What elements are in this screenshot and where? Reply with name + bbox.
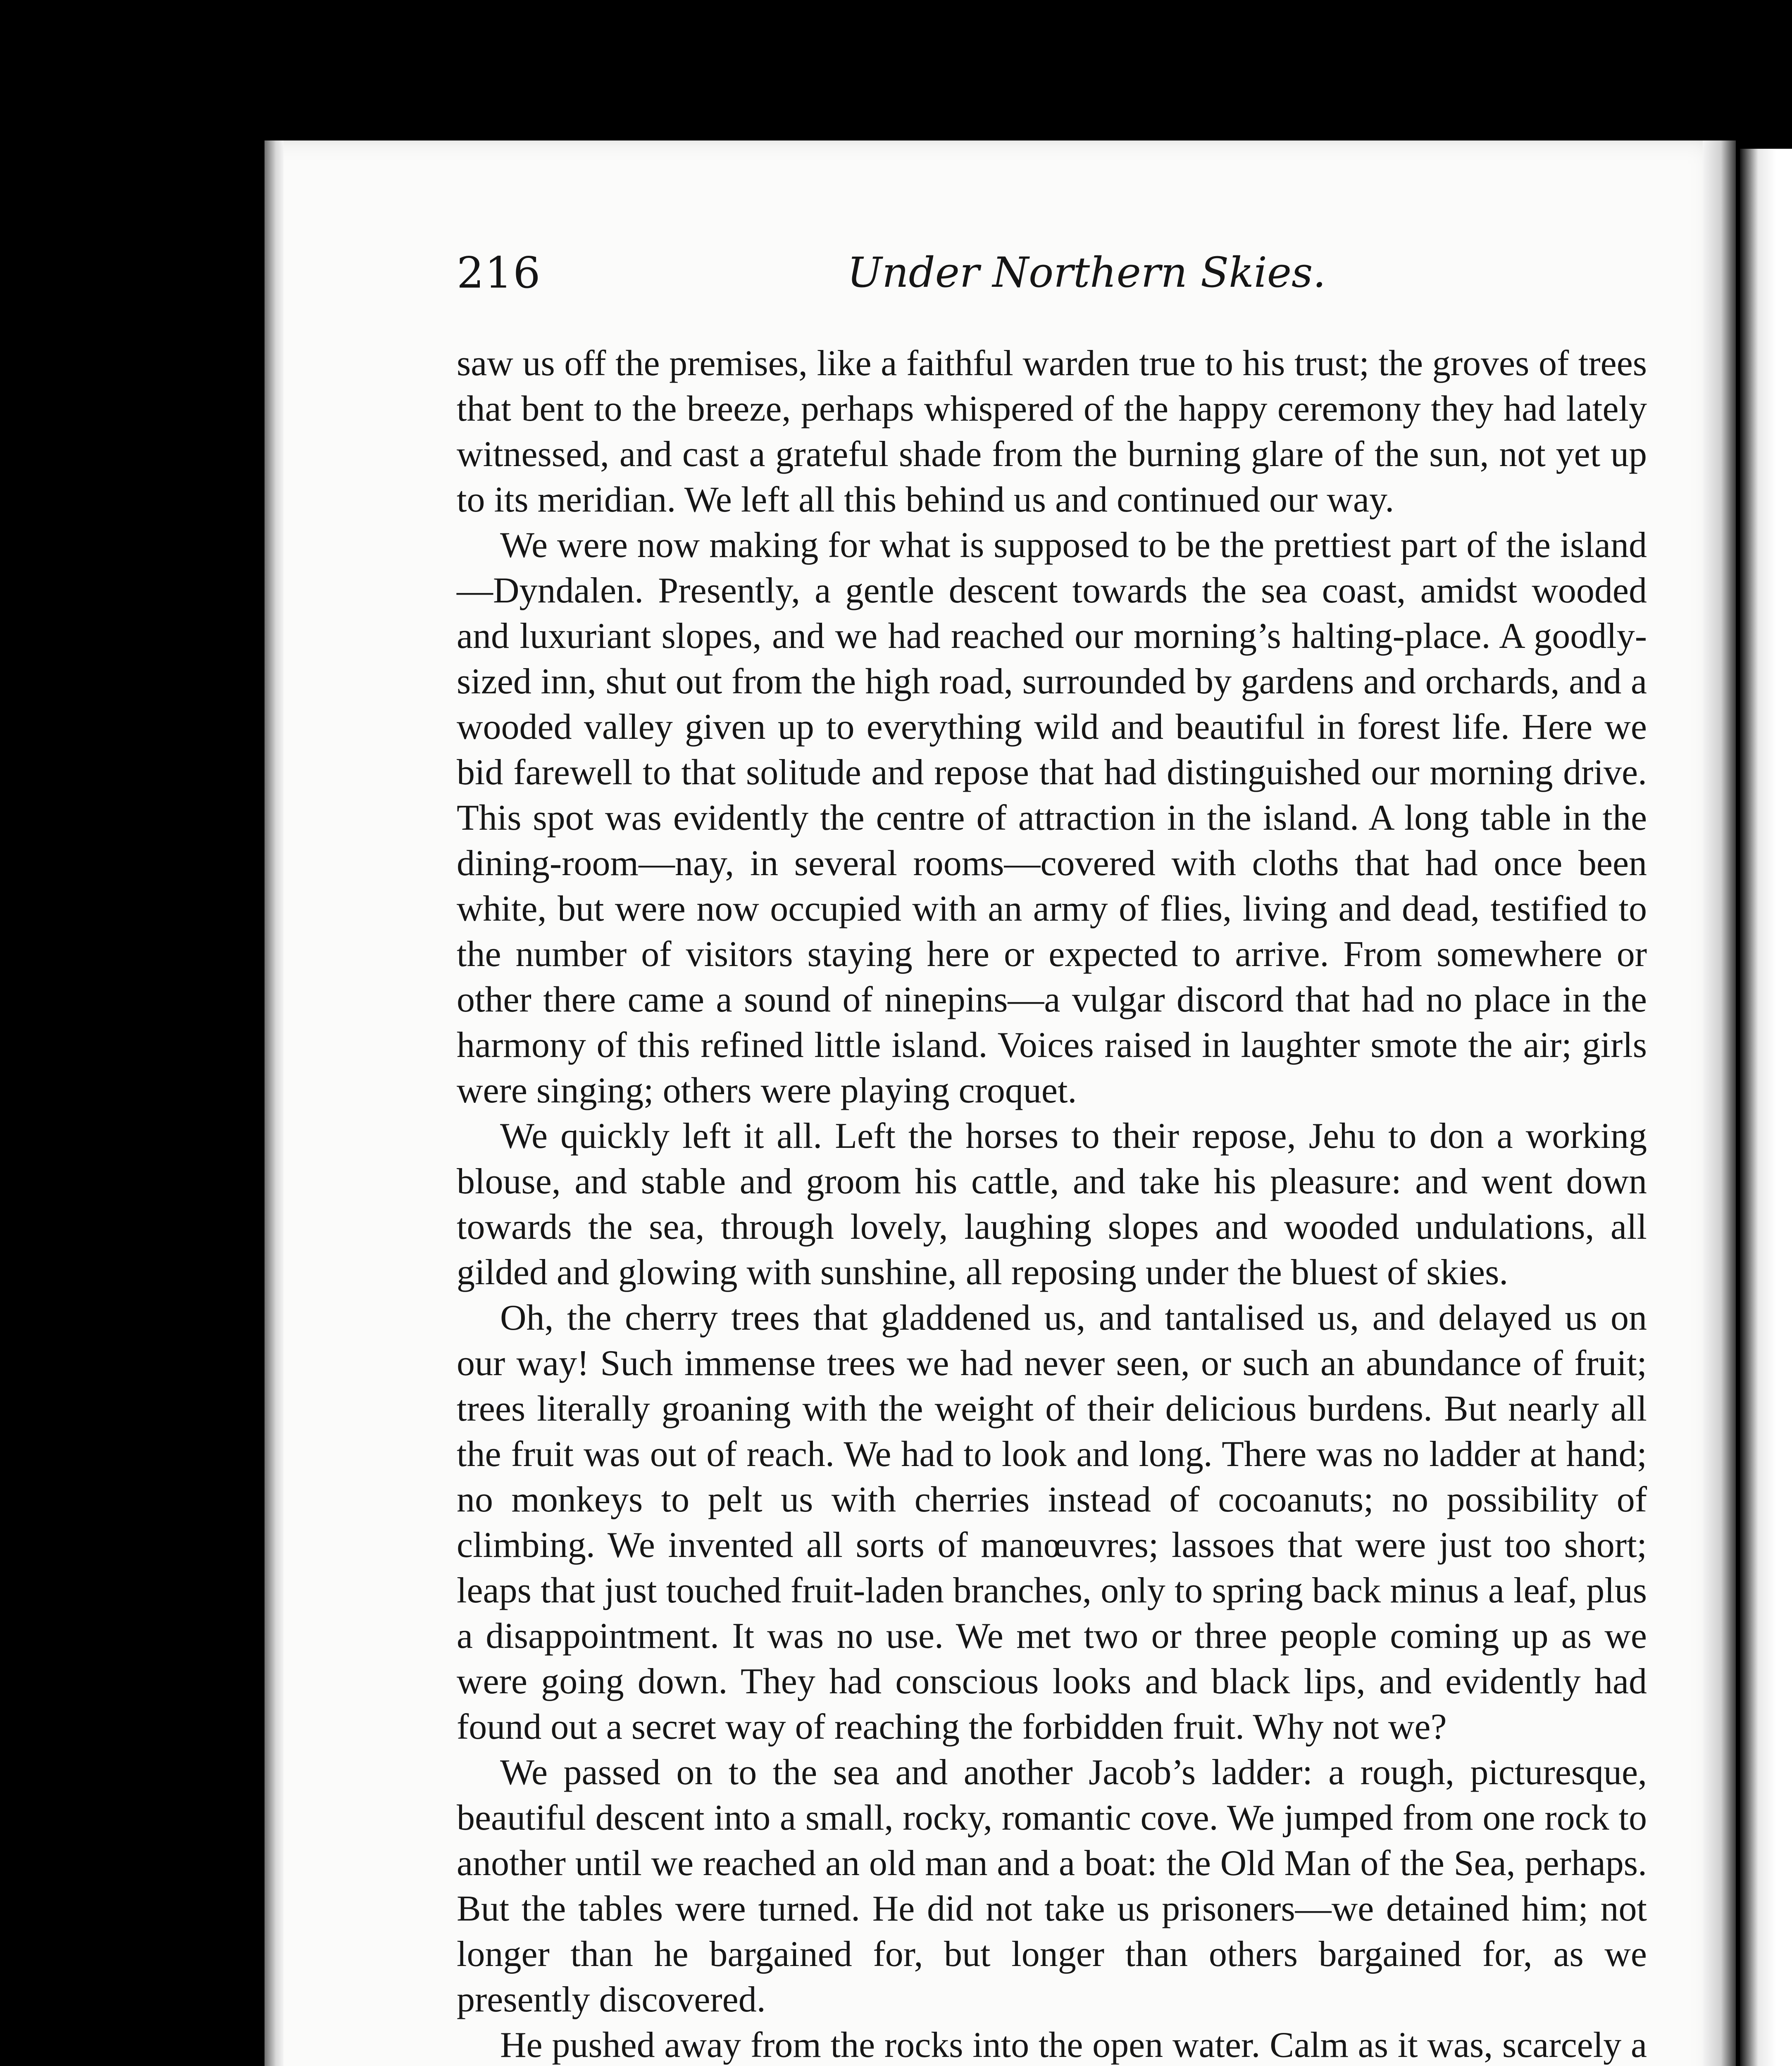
page-right-edge [1703, 140, 1736, 2066]
body-text [457, 341, 1647, 2066]
facing-page-edge [1740, 149, 1792, 2066]
paragraph-2: We were now making for what is supposed to be the prettiest part of the island—Dyndalen. Presently, a gentle descent towards the sea coast, amidst wooded and luxuriant slopes, and we had reached our morning’s halting-place. A goodly-sized inn, shut out from the high road, surrounded by gardens and orchards, and a wooded valley given up to everything wild and beautiful in forest life. Here we bid farewell to that solitude and repose that had distinguished our morning drive. This spot was evidently the centre of attraction in the island. A long table in the dining-room—nay, in several rooms—covered with cloths that had once been white, but were now occupied with an army of flies, living and dead, testified to the number of visitors staying here or expected to arrive. From somewhere or other there came a sound of ninepins—a vulgar discord that had no place in the harmony of this refined little island. Voices raised in laughter smote the air; girls were singing; others were playing croquet. [457, 525, 1647, 1111]
paragraph-1: saw us off the premises, like a faithful warden true to his trust; the groves of trees that bent to the breeze, perhaps whispered of the happy ceremony they had lately witnessed, and cast a grateful shade from the burning glare of the sun, not yet up to its meridian. We left all this behind us and continued our way. [457, 343, 1647, 520]
paragraph-5: We passed on to the sea and another Jacob’s ladder: a rough, picturesque, beautiful descent into a small, rocky, romantic cove. We jumped from one rock to another until we reached an old man and a boat: the Old Man of the Sea, perhaps. But the tables were turned. He did not take us prisoners—we detained him; not longer than he bargained for, but longer than others bargained for, as we presently discovered. [457, 1752, 1647, 2020]
paragraph-6: He pushed away from the rocks into the open water. Calm as it was, scarcely a [500, 2025, 1647, 2065]
paragraph-4: Oh, the cherry trees that gladdened us, and tantalised us, and delayed us on our way! Such immense trees we had never seen, or such an abundance of fruit; trees literally groaning with the weight of their delicious burdens. But nearly all the fruit was out of reach. We had to look and long. There was no ladder at hand; no monkeys to pelt us with cherries instead of cocoanuts; no possibility of climbing. We invented all sorts of manœuvres; lassoes that were just too short; leaps that just touched fruit-laden branches, only to spring back minus a leaf, plus a disappointment. It was no use. We met two or three people coming up as we were going down. They had conscious looks and black lips, and evidently had found out a secret way of reaching the forbidden fruit. Why not we? [457, 1298, 1647, 1747]
page-gutter-shadow [265, 140, 284, 2066]
page-number: 216 [457, 248, 541, 298]
paragraph-3: We quickly left it all. Left the horses to their repose, Jehu to don a working blouse, and stable and groom his cattle, and take his pleasure: and went down towards the sea, through lovely, laughing slopes and wooded undulations, all gilded and glowing with sunshine, all reposing under the bluest of skies. [457, 1116, 1647, 1292]
page-header [457, 244, 1655, 302]
running-title: Under Northern Skies. [847, 248, 1326, 297]
